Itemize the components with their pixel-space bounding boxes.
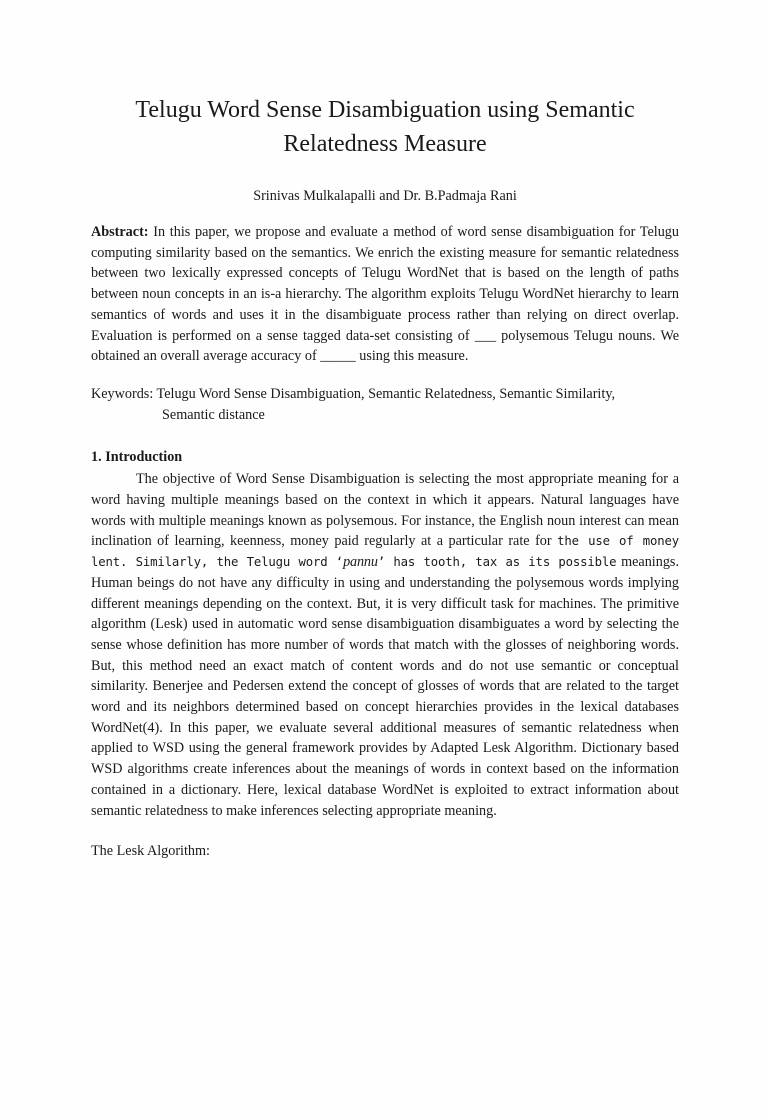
keywords [91,384,679,425]
paper-title [91,93,679,161]
abstract [91,222,679,367]
paper-page [0,93,768,1117]
abstract-label: Abstract: [91,224,149,240]
intro-mono-2: ’ has tooth, tax as its possible [377,555,617,570]
intro-text-2: meanings. Human beings do not have any difficulty in using and understanding the polysemous words implying different meanings depending on the context. But, it is very difficult task for machines. The primitive algorithm (Lesk) used in automatic word sense disambiguation disambiguates a word by selecting the sense whose definition has more number of words that match with the glosses of neighboring words. But, this method need an exact match of content words and do not use semantic or conceptual similarity. Benerjee and Pedersen extend the concept of glosses of words that are related to the target word and its neighbors determined based on concept hierarchies provides in the lexical databases WordNet(4). In this paper, we evaluate several additional measures of semantic relatedness when applied to WSD using the general framework provides by Adapted Lesk Algorithm. Dictionary based WSD algorithms create inferences about the meanings of words in context based on the information contained in a dictionary. Here, lexical database WordNet is exploited to extract information about semantic relatedness to make inferences selecting appropriate meaning. [91,554,679,819]
abstract-text: In this paper, we propose and evaluate a method of word sense disambiguation for Telugu computing similarity based on the semantics. We enrich the existing measure for semantic relatedness between two lexically expressed concepts of Telugu WordNet that is based on the length of paths between noun concepts in an is-a hierarchy. The algorithm exploits Telugu WordNet hierarchy to learn semantics of words and uses it in the disambiguate process rather than relying on direct overlap. Evaluation is performed on a sense tagged data-set consisting of ___ polysemous Telugu nouns. We obtained an overall average accuracy of _____ using this measure. [91,224,679,365]
intro-italic-word: pannu [343,554,378,571]
introduction-paragraph [91,469,679,821]
keywords-line-2: Semantic distance [162,406,265,423]
intro-mono-1: the use of money lent. Similarly, the Telugu word ‘ [91,534,679,570]
section-heading-introduction: 1. Introduction [91,449,183,466]
keywords-line-1: Keywords: Telugu Word Sense Disambiguation, Semantic Relatedness, Semantic Similarity, [91,385,616,402]
title-line-2: Relatedness Measure [283,131,487,157]
lesk-algorithm-heading: The Lesk Algorithm: [91,843,210,860]
intro-text-1: The objective of Word Sense Disambiguation is selecting the most appropriate meaning for a word having multiple meanings based on the context in which it appears. Natural languages have words with multiple meanings known as polysemous. For instance, the English noun interest can mean inclination of learning, keenness, money paid regularly at a particular rate for [91,471,679,550]
title-line-1: Telugu Word Sense Disambiguation using Semantic [135,97,635,123]
authors: Srinivas Mulkalapalli and Dr. B.Padmaja Rani [253,188,517,204]
